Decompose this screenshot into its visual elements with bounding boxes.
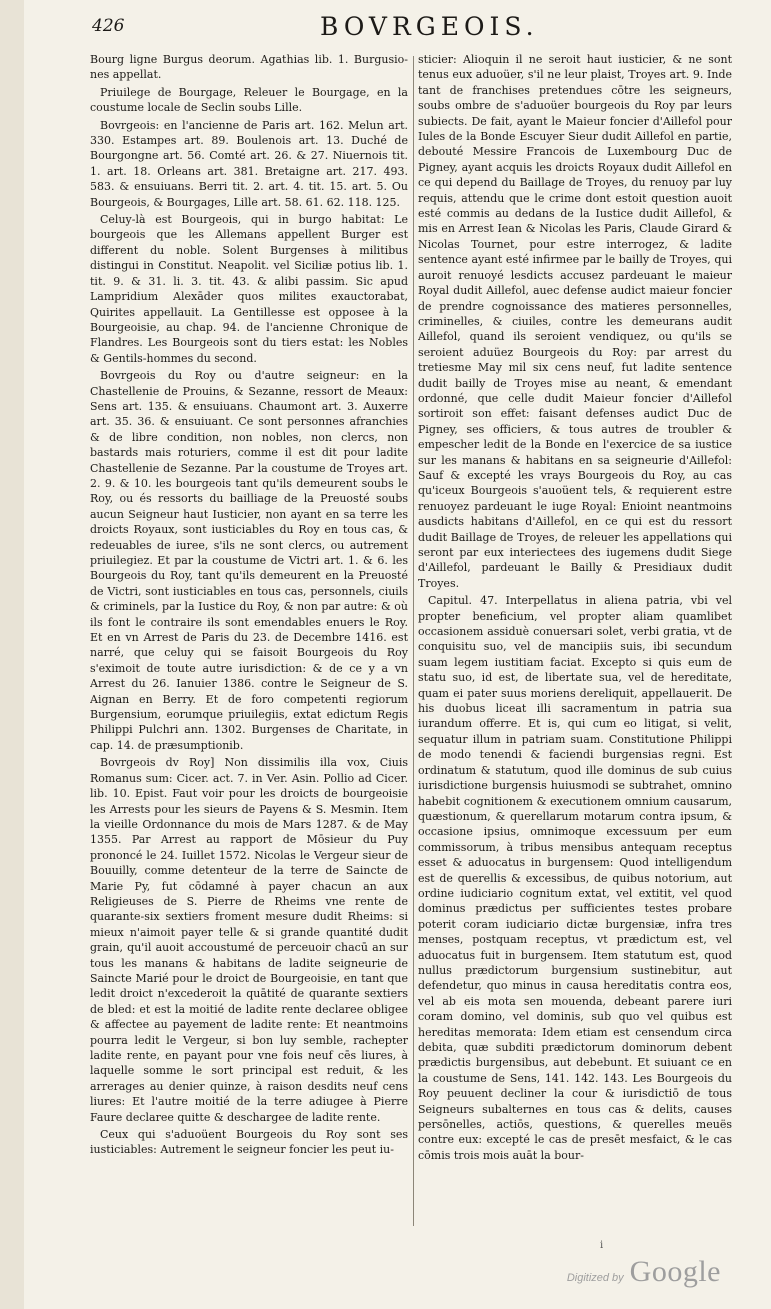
paragraph: sticier: Alioquin il ne seroit haut iusticier, & ne sont tenus eux aduoüer, s'il ne leur plaist, Troyes art. 9. Inde tant de franchises pretendues cōtre les seigneurs, soubs ombre de s'aduoüer bourgeois du Roy par leurs subiects. De fait, ayant le Maieur foncier d'Aillefol pour Iules de la Bonde Escuyer Sieur dudit Aillefol en partie, debouté Messire Francois de Luxembourg Duc de Pigney, ayant acquis les droicts Royaux dudit Aillefol en ce qui depend du Baillage de Troyes, du renuoy par luy requis, attendu que le crime dont estoit question auoit esté commis au dedans de la Iustice dudit Aillefol, & mis en Arrest Iean & Nicolas les Paris, Claude Girard & Nicolas Tournet, pour estre interrogez, & ladite sentence ayant esté infirmee par le bailly de Troyes, qui auroit renuoyé lesdicts accusez pardeuant le maieur Royal dudit Aillefol, auec defense audict maieur foncier de prendre cognoissance des matieres personnelles, criminelles, & ciuiles, contre les demeurans audit Aillefol, quand ils seroient vendiquez, ou qu'ils se seroient aduüez Bourgeois du Roy: par arrest du tretiesme May mil six cens neuf, fut ladite sentence dudit bailly de Troyes mise au neant, & emendant ordonné, que celle dudit Maieur foncier d'Aillefol sortiroit son effet: faisant defenses audict Duc de Pigney, ses officiers, & tous autres de troubler & empescher ledit de la Bonde en l'exercice de sa iustice sur les manans & habitans en sa seigneurie d'Aillefol: Sauf & excepté les vrays Bourgeois du Roy, au cas qu'iceux Bourgeois s'auoüent tels, & requierent estre renuoyez pardeuant le iuge Royal: Enioint neantmoins ausdicts habitans d'Aillefol, en ce qui est du ressort dudit Baillage de Troyes, de releuer les appellations qui seront par eux interiectees des iugemens dudit Siege d'Aillefol, pardeuant le Bailly & Presidiaux dudit Troyes.	[418, 53, 732, 590]
left-column	[90, 52, 408, 1232]
paragraph: Capitul. 47. Interpellatus in aliena patria, vbi vel propter beneficium, vel propter aliam quamlibet occasionem assiduè conuersari solet, verbi gratia, vt de conquisitu suo, vel de mancipiis suis, ibi secundum suam legem iustitiam faciat. Excepto si quis eum de statu suo, id est, de libertate sua, vel de hereditate, quam ei pater suus moriens dereliquit, appellauerit. De his duobus liceat illi sacramentum in patria sua iurandum offerre. Et is, qui cum eo litigat, si velit, sequatur illum in patriam suam. Constitutione Philippi de modo tenendi & faciendi burgensias regni. Est ordinatum & statutum, quod ille dominus de sub cuius iurisdictione burgensis huiusmodi se subtrahet, omnino habebit cognitionem & executionem omnium causarum, quæstionum, & querellarum motarum contra ipsum, & occasione ipsius, omnimoque excessuum per eum commissorum, à tribus mensibus antequam receptus esset & aduocatus in burgensem: Quod intelligendum est de querellis & excessibus, de quibus notorium, aut ordine iudiciario cognitum extat, vel extitit, vel quod dominus prædictus per sufficientes testes probare poterit coram iudiciario dictæ burgensiæ, infra tres menses, postquam receptus, vt prædictum est, vel aduocatus fuit in burgensem. Item statutum est, quod nullus prædictorum burgensium sustinebitur, aut defendetur, quo minus in causa hereditatis contra eos, vel ab eis mota sen mouenda, debeant parere iuri coram domino, vel dominis, sub quo vel quibus est hereditas memorata: Idem etiam est censendum circa debita, quæ subditi prædictorum dominorum debent prædictis burgensibus, aut debebunt. Et suiuant ce en la coustume de Sens, 141. 142. 143. Les Bourgeois du Roy peuuent decliner la cour & iurisdictiō de tous Seigneurs subalternes en tous cas & delits, causes persōnelles, actiōs, questions, & querelles meuës contre eux: excepté le cas de presēt mesfaict, & le cas cōmis trois mois auāt la bour-	[418, 594, 732, 1162]
paragraph: Bovrgeois: en l'ancienne de Paris art. 162. Melun art. 330. Estampes art. 89. Boulenois art. 13. Duché de Bourgongne art. 56. Comté art. 26. & 27. Niuernois tit. 1. art. 18. Orleans art. 381. Bretaigne art. 217. 493. 583. & ensuiuans. Berri tit. 2. art. 4. tit. 15. art. 5. Ou Bourgeois, & Bourgages, Lille art. 58. 61. 62. 118. 125.	[90, 118, 408, 209]
page-number: 426	[92, 16, 125, 36]
paragraph: Celuy-là est Bourgeois, qui in burgo habitat: Le bourgeois que les Allemans appellent Burger est different du noble. Solent Burgenses à militibus distingui in Constitut. Neapolit. vel Siciliæ potius lib. 1. tit. 9. & 31. li. 3. tit. 43. & alibi passim. Sic apud Lampridium Alexāder quos milites exauctorabat, Quirites appellauit. La Gentillesse est opposee à la Bourgeoisie, au chap. 94. de l'ancienne Chronique de Flandres. Les Bourgeois sont du tiers estat: les Nobles & Gentils-hommes du second.	[90, 213, 408, 365]
paragraph: Priuilege de Bourgage, Releuer le Bourgage, en la coustume locale de Seclin soubs Lille.	[90, 85, 408, 115]
paragraph: Ceux qui s'aduoüent Bourgeois du Roy sont ses iusticiables: Autrement le seigneur foncier les peut iu-	[90, 1128, 408, 1157]
paragraph: Bovrgeois dv Roy] Non dissimilis illa vox, Ciuis Romanus sum: Cicer. act. 7. in Ver. Asin. Pollio ad Cicer. lib. 10. Epist. Faut voir pour les droicts de bourgeoisie les Arrests pour les sieurs de Payens & S. Mesmin. Item la vieille Ordonnance du mois de Mars 1287. & de May 1355. Par Arrest au rapport de Mōsieur du Puy prononcé le 24. Iuillet 1572. Nicolas le Vergeur sieur de Bouuilly, comme detenteur de la terre de Saincte de Marie Py, fut cōdamné à payer chacun an aux Religieuses de S. Pierre de Rheims vne rente de quarante-six sextiers froment mesure dudit Rheims: si mieux n'aimoit payer telle & si grande quantité dudit grain, qu'il auoit accoustumé de perceuoir chacū an sur tous les manans & habitans de ladite seigneurie de Saincte Marié pour le droict de Bourgeoisie, en tant que ledit droict n'excederoit la quātité de quarante sextiers de bled: et est la moitié de ladite rente declaree obligee & affectee au payement de ladite rente: Et neantmoins pourra ledit le Vergeur, si bon luy semble, rachepter ladite rente, en payant pour vne fois neuf cēs liures, à laquelle somme le sort principal est reduit, & les arrerages au denier quinze, à raison desdits neuf cens liures: Et l'autre moitié de la terre adiugee à Pierre Faure declaree quitte & deschargee de ladite rente.	[90, 756, 408, 1124]
paragraph: Bourg ligne Burgus deorum. Agathias lib. 1. Burgusio-nes appellat.	[90, 53, 408, 82]
paragraph: Bovrgeois du Roy ou d'autre seigneur: en la Chastellenie de Prouins, & Sezanne, ressort de Meaux: Sens art. 135. & ensuiuans. Chaumont art. 3. Auxerre art. 35. 36. & ensuiuant. Ce sont personnes afranchies & de libre condition, non nobles, non clercs, non bastards mais roturiers, comme il est dit pour ladite Chastellenie de Sezanne. Par la coustume de Troyes art. 2. 9. & 10. les bourgeois tant qu'ils demeurent soubs le Roy, ou és ressorts du bailliage de la Preuosté soubs aucun Seigneur haut Iusticier, non ayant en sa terre les droicts Royaux, sont iusticiables du Roy en tous cas, & redeuables de iuree, s'ils ne sont clercs, ou autrement priuilegiez. Et par la coustume de Victri art. 1. & 6. les Bourgeois du Roy, tant qu'ils demeurent en la Preuosté de Victri, sont iusticiables en tous cas, personnels, ciuils & criminels, par la Iustice du Roy, & non par autre: & où ils font le contraire ils sont emendables enuers le Roy. Et en vn Arrest de Paris du 23. de Decembre 1416. est narré, que celuy qui se faisoit Bourgeois du Roy s'eximoit de toute autre iurisdiction: & de ce y a vn Arrest du 26. Ianuier 1386. contre le Seigneur de S. Aignan en Berry. Et de foro competenti regiorum Burgensium, eorumque priuilegiis, extat edictum Regis Philippi Pulchri ann. 1302. Burgenses de Charitate, in cap. 14. de præsumptionib.	[90, 369, 408, 752]
right-column	[418, 52, 732, 1232]
watermark-prefix: Digitized by	[566, 1272, 624, 1284]
footer-mark: i	[600, 1240, 604, 1251]
column-divider	[413, 56, 414, 1226]
page-header	[50, 12, 721, 50]
google-logo: Google	[629, 1255, 721, 1288]
binding-edge	[0, 0, 24, 1309]
running-head: BOVRGEOIS.	[320, 12, 539, 41]
digitization-watermark	[567, 1255, 721, 1289]
